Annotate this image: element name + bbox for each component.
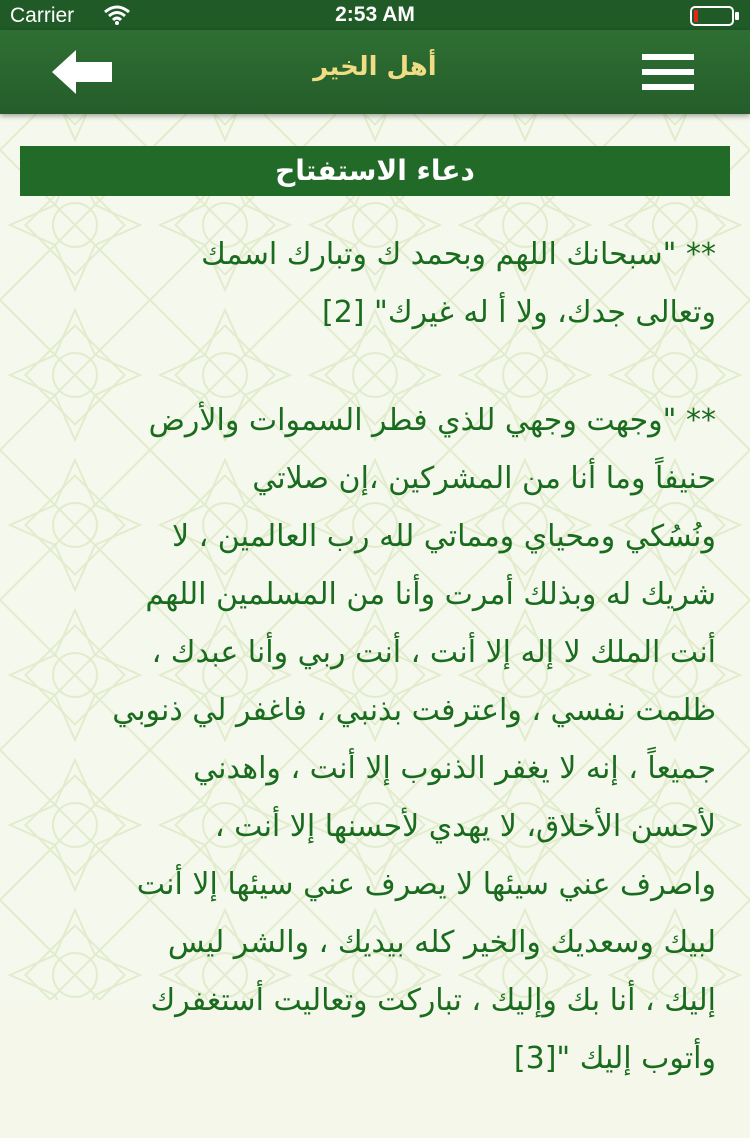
dua-paragraph-2 bbox=[36, 392, 716, 1088]
text-line: وأتوب إليك "[3] bbox=[513, 1041, 716, 1076]
text-line: ** "سبحانك اللهم وبحمد ك وتبارك اسمك bbox=[201, 237, 716, 272]
navigation-bar bbox=[0, 30, 750, 114]
back-button[interactable] bbox=[44, 42, 124, 102]
text-line: ونُسُكي ومحياي ومماتي لله رب العالمين ، لا bbox=[171, 519, 716, 554]
text-line: لبيك وسعديك والخير كله بيديك ، والشر ليس bbox=[167, 925, 716, 960]
text-line: حنيفاً وما أنا من المشركين ،إن صلاتي bbox=[252, 461, 716, 496]
text-line: أنت الملك لا إله إلا أنت ، أنت ربي وأنا عبدك ، bbox=[151, 635, 716, 670]
battery-icon bbox=[690, 6, 740, 26]
status-bar bbox=[0, 0, 750, 30]
text-line: جميعاً ، إنه لا يغفر الذنوب إلا أنت ، واهدني bbox=[193, 751, 716, 786]
back-arrow-icon bbox=[44, 42, 124, 102]
hamburger-menu-icon bbox=[638, 50, 700, 94]
dua-content bbox=[36, 226, 716, 1138]
carrier-label: Carrier bbox=[10, 4, 75, 27]
text-line: إليك ، أنا بك وإليك ، تباركت وتعاليت أستغفرك bbox=[150, 983, 716, 1018]
menu-button[interactable] bbox=[638, 50, 700, 94]
text-line: ** "وجهت وجهي للذي فطر السموات والأرض bbox=[148, 403, 716, 438]
text-line: شريك له وبذلك أمرت وأنا من المسلمين اللهم bbox=[145, 577, 716, 612]
text-line: وتعالى جدك، ولا أ له غيرك" [2] bbox=[321, 295, 716, 330]
status-time: 2:53 AM bbox=[335, 3, 415, 26]
text-line: ظلمت نفسي ، واعترفت بذنبي ، فاغفر لي ذنوبي bbox=[112, 693, 716, 728]
text-line: واصرف عني سيئها لا يصرف عني سيئها إلا أنت bbox=[136, 867, 716, 902]
section-header: دعاء الاستفتاح bbox=[20, 146, 730, 196]
dua-paragraph-1 bbox=[36, 226, 716, 342]
page-title: أهل الخير bbox=[313, 52, 437, 82]
text-line: لأحسن الأخلاق، لا يهدي لأحسنها إلا أنت ، bbox=[214, 809, 716, 844]
